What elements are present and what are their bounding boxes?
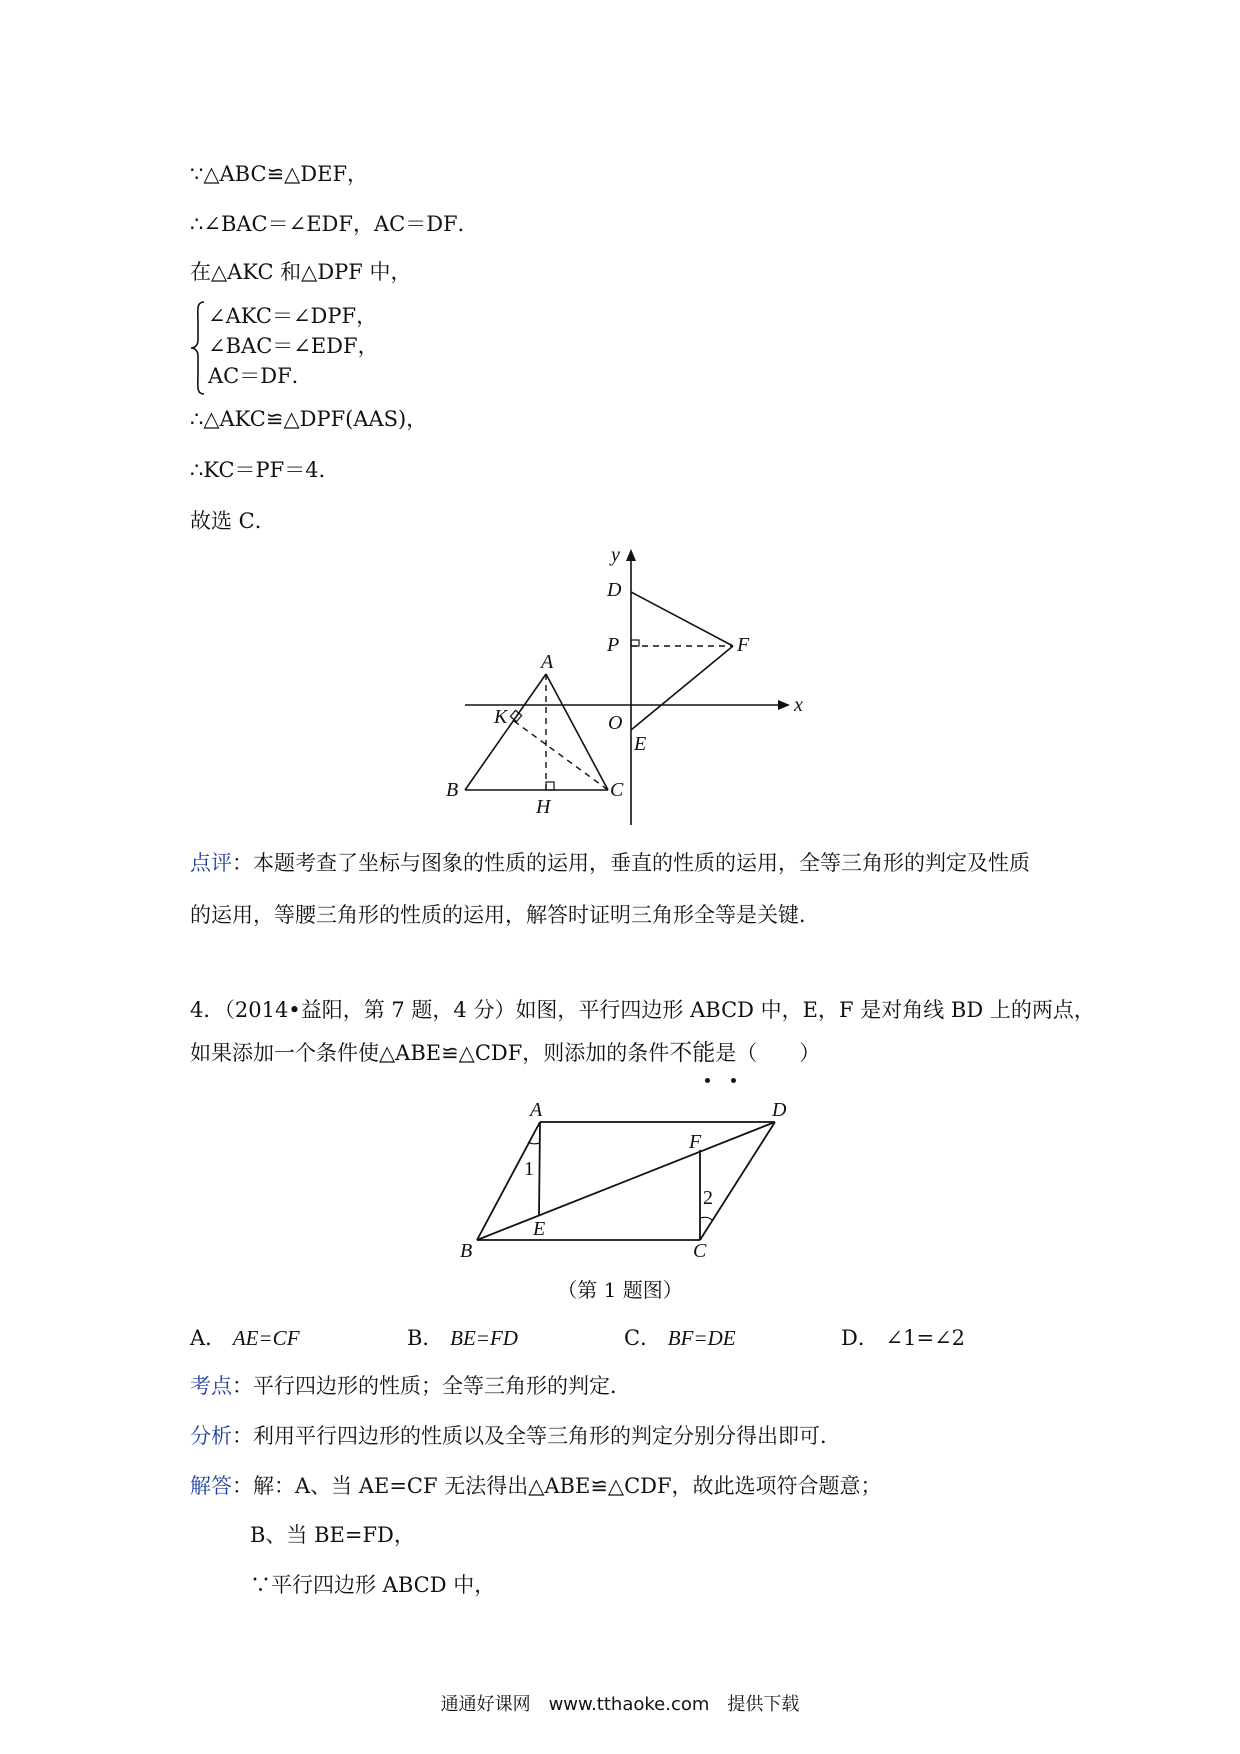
proof-line-1: ∵△ABC≌△DEF，	[190, 162, 369, 186]
label-F: F	[737, 634, 750, 656]
jieda-text: ：解：A、当 AE=CF 无法得出△ABE≌△CDF，故此选项符合题意；	[232, 1474, 882, 1498]
proof-line-2: ∴∠BAC＝∠EDF，AC＝DF．	[190, 212, 479, 236]
coordinate-figure	[430, 545, 830, 830]
proof-line-4: ∴△AKC≌△DPF(AAS)，	[190, 407, 428, 431]
option-key: C．	[624, 1326, 662, 1350]
emphasis-dot	[731, 1078, 736, 1083]
proof-line-3: 在△AKC 和△DPF 中，	[190, 260, 412, 284]
segment-KC-dashed	[514, 721, 608, 790]
label-2: 2	[703, 1187, 713, 1209]
proof-line-5: ∴KC＝PF＝4．	[190, 458, 340, 482]
label-A: A	[541, 651, 554, 673]
comment-line-2: 的运用，等腰三角形的性质的运用，解答时证明三角形全等是关键．	[190, 903, 820, 927]
label-A: A	[530, 1099, 543, 1121]
label-E: E	[533, 1218, 546, 1240]
label-1: 1	[524, 1158, 534, 1180]
figure-caption: （第 1 题图）	[557, 1278, 683, 1302]
diagonal-BD	[477, 1122, 775, 1240]
label-O: O	[608, 712, 623, 734]
question-line-2-post: 是（ ）	[715, 1041, 821, 1065]
kaodian-line	[190, 1372, 631, 1400]
segment-DF	[631, 592, 733, 646]
label-C: C	[610, 779, 624, 801]
label-D: D	[772, 1099, 787, 1121]
segment-AE	[539, 1122, 540, 1216]
brace-icon	[190, 300, 206, 396]
label-E: E	[634, 733, 647, 755]
option-c	[624, 1322, 736, 1352]
emphasis-dot	[705, 1078, 710, 1083]
proof-line-6: 故选 C．	[190, 509, 276, 533]
label-P: P	[607, 634, 620, 656]
label-y: y	[611, 545, 620, 566]
option-key: A．	[190, 1326, 227, 1350]
label-K: K	[494, 706, 508, 728]
label-B: B	[460, 1240, 473, 1262]
comment-text-1: ：本题考查了坐标与图象的性质的运用，垂直的性质的运用，全等三角形的判定及性质	[232, 851, 1030, 875]
segment-AC	[546, 674, 608, 790]
comment-label: 点评	[190, 851, 232, 875]
label-B: B	[446, 779, 459, 801]
label-C: C	[693, 1240, 707, 1262]
side-DC	[700, 1122, 775, 1240]
option-text: BE=FD	[450, 1326, 518, 1350]
system-line-2: ∠BAC＝∠EDF，	[208, 334, 379, 358]
comment-line-1	[190, 849, 1030, 877]
option-d	[841, 1322, 965, 1352]
label-x: x	[794, 694, 803, 716]
segment-AB	[465, 674, 546, 790]
question-line-2	[190, 1039, 820, 1067]
fenxi-line	[190, 1422, 841, 1450]
option-key: B．	[407, 1326, 444, 1350]
jieda-line-1	[190, 1472, 882, 1500]
jieda-line-3: ∵平行四边形 ABCD 中，	[250, 1573, 496, 1597]
kaodian-text: ：平行四边形的性质；全等三角形的判定．	[232, 1374, 631, 1398]
segment-FE	[631, 646, 733, 730]
question-line-1: 4．（2014•益阳，第 7 题，4 分）如图，平行四边形 ABCD 中，E，F 是对角线 BD 上的两点，	[190, 998, 1095, 1022]
jieda-line-2: B、当 BE=FD，	[250, 1523, 415, 1547]
jieda-label: 解答	[190, 1474, 232, 1498]
option-b	[407, 1322, 518, 1352]
side-AB	[477, 1122, 540, 1240]
y-axis-arrow-icon	[626, 549, 636, 561]
question-emphasis: 不能	[669, 1040, 716, 1066]
label-H: H	[536, 796, 551, 818]
label-F: F	[689, 1131, 702, 1153]
option-text: AE=CF	[232, 1326, 300, 1350]
question-line-2-pre: 如果添加一个条件使△ABE≌△CDF，则添加的条件	[190, 1041, 670, 1065]
fenxi-label: 分析	[190, 1424, 232, 1448]
fenxi-text: ：利用平行四边形的性质以及全等三角形的判定分别分得出即可．	[232, 1424, 841, 1448]
page-footer: 通通好课网 www.tthaoke.com 提供下载	[440, 1694, 800, 1715]
right-angle-H-icon	[546, 782, 554, 790]
right-angle-P-icon	[631, 640, 639, 646]
option-key: D．	[841, 1326, 879, 1350]
system-line-3: AC＝DF．	[208, 364, 313, 388]
angle-2-arc-icon	[700, 1217, 712, 1220]
option-text: BF=DE	[667, 1326, 736, 1350]
option-text: ∠1=∠2	[885, 1326, 966, 1350]
option-a	[190, 1322, 300, 1352]
label-D: D	[607, 579, 622, 601]
system-line-1: ∠AKC＝∠DPF，	[208, 304, 378, 328]
kaodian-label: 考点	[190, 1374, 232, 1398]
x-axis-arrow-icon	[778, 700, 790, 710]
parallelogram-figure	[440, 1095, 810, 1265]
